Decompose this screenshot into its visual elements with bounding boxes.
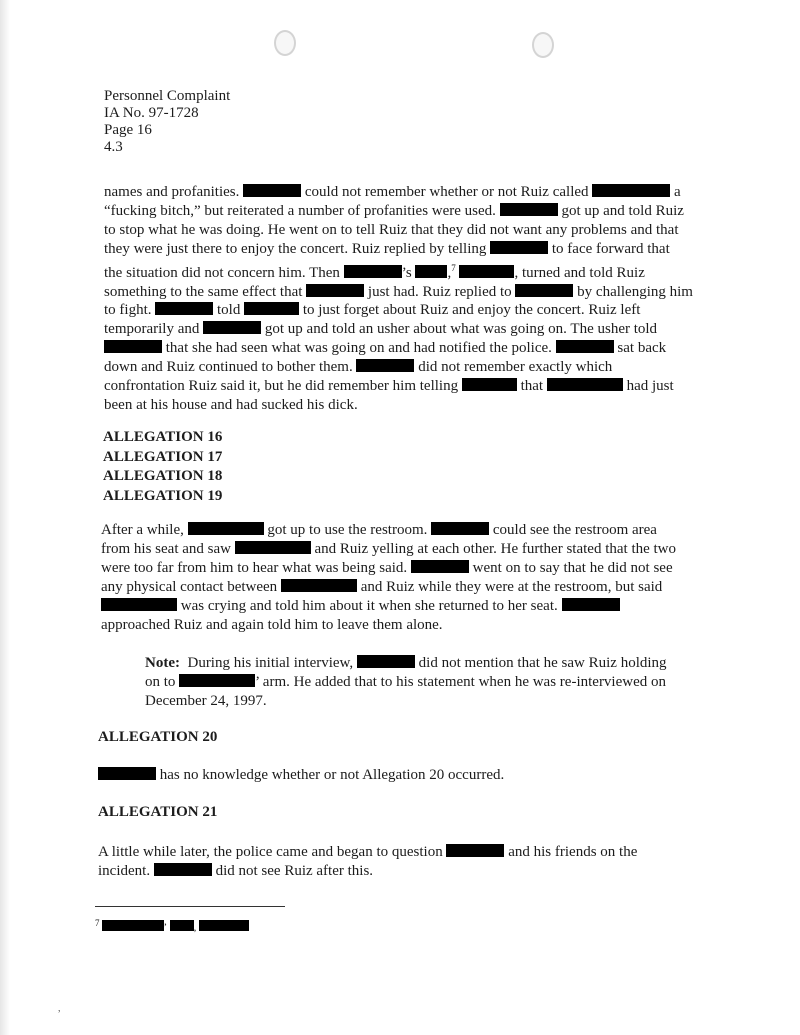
redaction-bar: [170, 920, 194, 931]
redaction-bar: [203, 321, 261, 334]
text-line: been at his house and had sucked his dick.: [104, 396, 358, 413]
text-line: the situation did not concern him. Then ’s ,$^7$ , turned and told Ruiz: [104, 262, 645, 281]
redaction-bar: [592, 184, 670, 197]
section-number: 4.3: [104, 139, 123, 155]
redaction-bar: [356, 359, 414, 372]
redaction-bar: [104, 340, 162, 353]
redaction-bar: [515, 284, 573, 297]
footnote: 7 ’ ,: [95, 916, 249, 935]
redaction-bar: [98, 767, 156, 780]
redaction-bar: [357, 655, 415, 668]
redaction-bar: [547, 378, 623, 391]
statement-paragraph-1: [104, 183, 693, 415]
redaction-bar: [411, 560, 469, 573]
allegation-20-text: [98, 766, 504, 785]
text-line: that she had seen what was going on and had notified the police. sat back: [104, 339, 693, 358]
allegation-21-heading: ALLEGATION 21: [98, 804, 218, 820]
text-line: December 24, 1997.: [145, 692, 267, 709]
ia-number: IA No. 97-1728: [104, 105, 199, 121]
allegation-21-text: [98, 843, 637, 881]
redaction-bar: [344, 265, 402, 278]
text-line: any physical contact between and Ruiz while they were at the restroom, but said: [101, 578, 663, 595]
text-line: Note: During his initial interview, did not mention that he saw Ruiz holding: [145, 655, 667, 671]
redaction-bar: [462, 378, 517, 391]
allegation-heading: ALLEGATION 18: [103, 468, 223, 484]
document-header: [104, 88, 230, 156]
allegation-heading: ALLEGATION 16: [103, 429, 223, 445]
punch-hole: [274, 30, 296, 56]
text-line: to stop what he was doing. He went on to tell Ruiz that they did not want any problems and that: [104, 221, 679, 238]
text-line: they were just there to enjoy the concert. Ruiz replied by telling to face forward that: [104, 240, 670, 257]
redaction-bar: [562, 598, 620, 611]
text-line: on to ’ arm. He added that to his statement when he was re-interviewed on: [145, 673, 667, 690]
footnote-number: 7: [95, 918, 100, 928]
text-line: has no knowledge whether or not Allegation 20 occurred.: [98, 766, 504, 785]
redaction-bar: [244, 302, 299, 315]
redaction-bar: [179, 674, 255, 687]
text-line: were too far from him to hear what was being said. went on to say that he did not see: [101, 559, 673, 576]
statement-paragraph-2: [101, 521, 676, 634]
allegation-heading-group: [103, 428, 222, 506]
text-line: from his seat and saw and Ruiz yelling at each other. He further stated that the two: [101, 540, 677, 557]
text-line: “fucking bitch,” but reiterated a number of profanities were used. got up and told Ruiz: [104, 202, 684, 219]
allegation-20-heading: ALLEGATION 20: [98, 729, 218, 745]
text-line: was crying and told him about it when she returned to her seat.: [101, 597, 676, 616]
redaction-bar: [281, 579, 357, 592]
stray-mark: ,: [58, 1003, 61, 1014]
text-line: something to the same effect that just had. Ruiz replied to by challenging him: [104, 283, 693, 300]
redaction-bar: [306, 284, 364, 297]
redaction-bar: [199, 920, 249, 931]
allegation-heading: ALLEGATION 19: [103, 487, 223, 504]
page-label: Page 16: [104, 122, 152, 138]
doc-title: Personnel Complaint: [104, 88, 231, 104]
text-line: names and profanities. could not remember whether or not Ruiz called a: [104, 184, 681, 200]
redaction-bar: [459, 265, 514, 278]
footnote-rule: [95, 906, 285, 907]
redaction-bar: [101, 598, 177, 611]
note-label: Note:: [145, 655, 180, 671]
redaction-bar: [490, 241, 548, 254]
note-block: [145, 654, 667, 711]
redaction-bar: [155, 302, 213, 315]
redaction-bar: [243, 184, 301, 197]
redaction-bar: [556, 340, 614, 353]
redaction-bar: [154, 863, 212, 876]
text-line: approached Ruiz and again told him to leave them alone.: [101, 616, 443, 633]
text-line: down and Ruiz continued to bother them. did not remember exactly which: [104, 359, 613, 376]
text-line: A little while later, the police came and began to question and his friends on the: [98, 844, 638, 860]
allegation-heading: ALLEGATION 17: [103, 448, 223, 465]
text-line: After a while, got up to use the restroom. could see the restroom area: [101, 522, 657, 538]
punch-hole: [532, 32, 554, 58]
redaction-bar: [431, 522, 489, 535]
redaction-bar: [188, 522, 264, 535]
text-line: confrontation Ruiz said it, but he did remember him telling that had just: [104, 378, 674, 395]
redaction-bar: [415, 265, 447, 278]
text-line: to fight. told to just forget about Ruiz and enjoy the concert. Ruiz left: [104, 302, 641, 319]
scanned-page-edge: [0, 0, 10, 1035]
redaction-bar: [446, 844, 504, 857]
redaction-bar: [500, 203, 558, 216]
redaction-bar: [102, 920, 164, 931]
text-line: incident. did not see Ruiz after this.: [98, 862, 374, 879]
redaction-bar: [235, 541, 311, 554]
text-line: temporarily and got up and told an usher about what was going on. The usher told: [104, 321, 658, 338]
